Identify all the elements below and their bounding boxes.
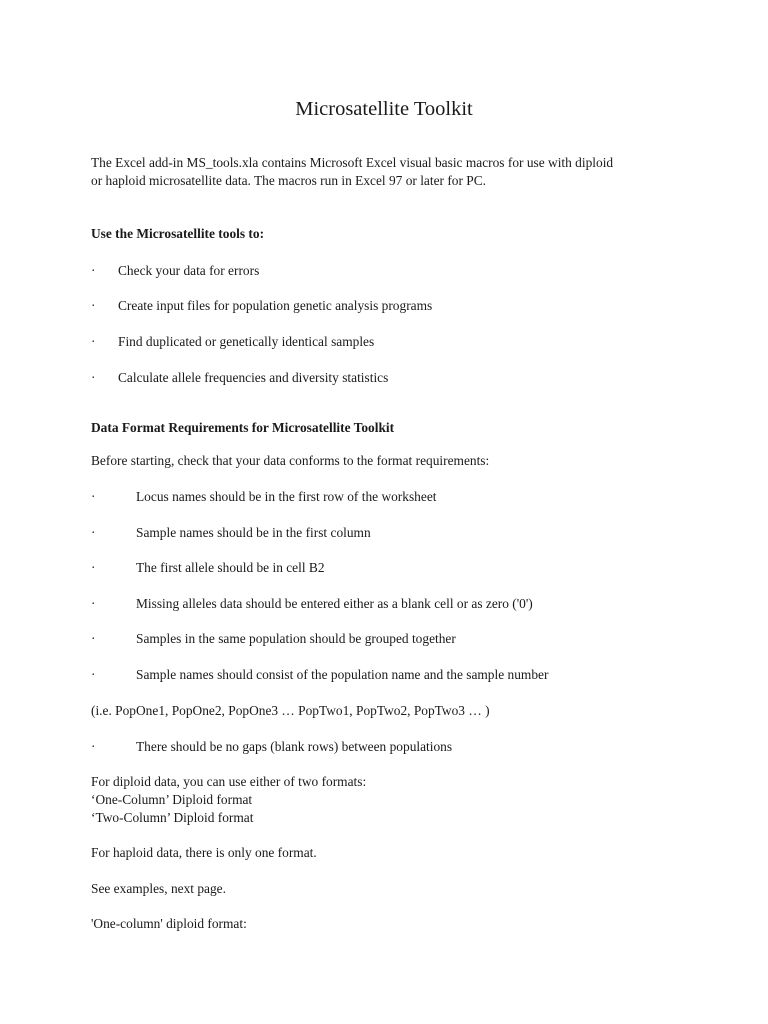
- bullet-icon: ·: [91, 370, 96, 385]
- format-item-text: There should be no gaps (blank rows) between populations: [136, 739, 453, 754]
- format-item-text: Sample names should consist of the population name and the sample number: [136, 667, 549, 682]
- format-item-text: Samples in the same population should be grouped together: [136, 631, 456, 646]
- format-heading: Data Format Requirements for Microsatellite Toolkit: [91, 420, 395, 435]
- one-column-label: 'One-column' diploid format:: [91, 916, 247, 931]
- format-example: (i.e. PopOne1, PopOne2, PopOne3 … PopTwo1, PopTwo2, PopTwo3 … ): [91, 703, 490, 718]
- uses-item-text: Find duplicated or genetically identical samples: [118, 334, 375, 349]
- intro-line-1: The Excel add-in MS_tools.xla contains Microsoft Excel visual basic macros for use with diploid: [91, 155, 614, 170]
- diploid-option-2: ‘Two-Column’ Diploid format: [91, 810, 254, 825]
- page-title: Microsatellite Toolkit: [295, 98, 473, 120]
- intro-line-2: or haploid microsatellite data. The macros run in Excel 97 or later for PC.: [91, 173, 487, 188]
- bullet-icon: ·: [91, 298, 96, 313]
- bullet-icon: ·: [91, 489, 96, 504]
- format-item-text: Sample names should be in the first column: [136, 525, 371, 540]
- format-item-text: The first allele should be in cell B2: [136, 560, 325, 575]
- bullet-icon: ·: [91, 560, 96, 575]
- bullet-icon: ·: [91, 596, 96, 611]
- uses-item-text: Check your data for errors: [118, 263, 260, 278]
- bullet-icon: ·: [91, 667, 96, 682]
- format-item-text: Locus names should be in the first row of the worksheet: [136, 489, 437, 504]
- diploid-lead: For diploid data, you can use either of two formats:: [91, 774, 367, 789]
- bullet-icon: ·: [91, 525, 96, 540]
- uses-heading: Use the Microsatellite tools to:: [91, 226, 265, 241]
- haploid-note: For haploid data, there is only one format.: [91, 845, 317, 860]
- format-lead: Before starting, check that your data conforms to the format requirements:: [91, 453, 490, 468]
- bullet-icon: ·: [91, 631, 96, 646]
- bullet-icon: ·: [91, 334, 96, 349]
- format-item-text: Missing alleles data should be entered either as a blank cell or as zero ('0'): [136, 596, 533, 611]
- uses-item-text: Create input files for population genetic analysis programs: [118, 298, 433, 313]
- see-examples-note: See examples, next page.: [91, 881, 226, 896]
- uses-item-text: Calculate allele frequencies and diversity statistics: [118, 370, 389, 385]
- bullet-icon: ·: [91, 263, 96, 278]
- bullet-icon: ·: [91, 739, 96, 754]
- diploid-option-1: ‘One-Column’ Diploid format: [91, 792, 253, 807]
